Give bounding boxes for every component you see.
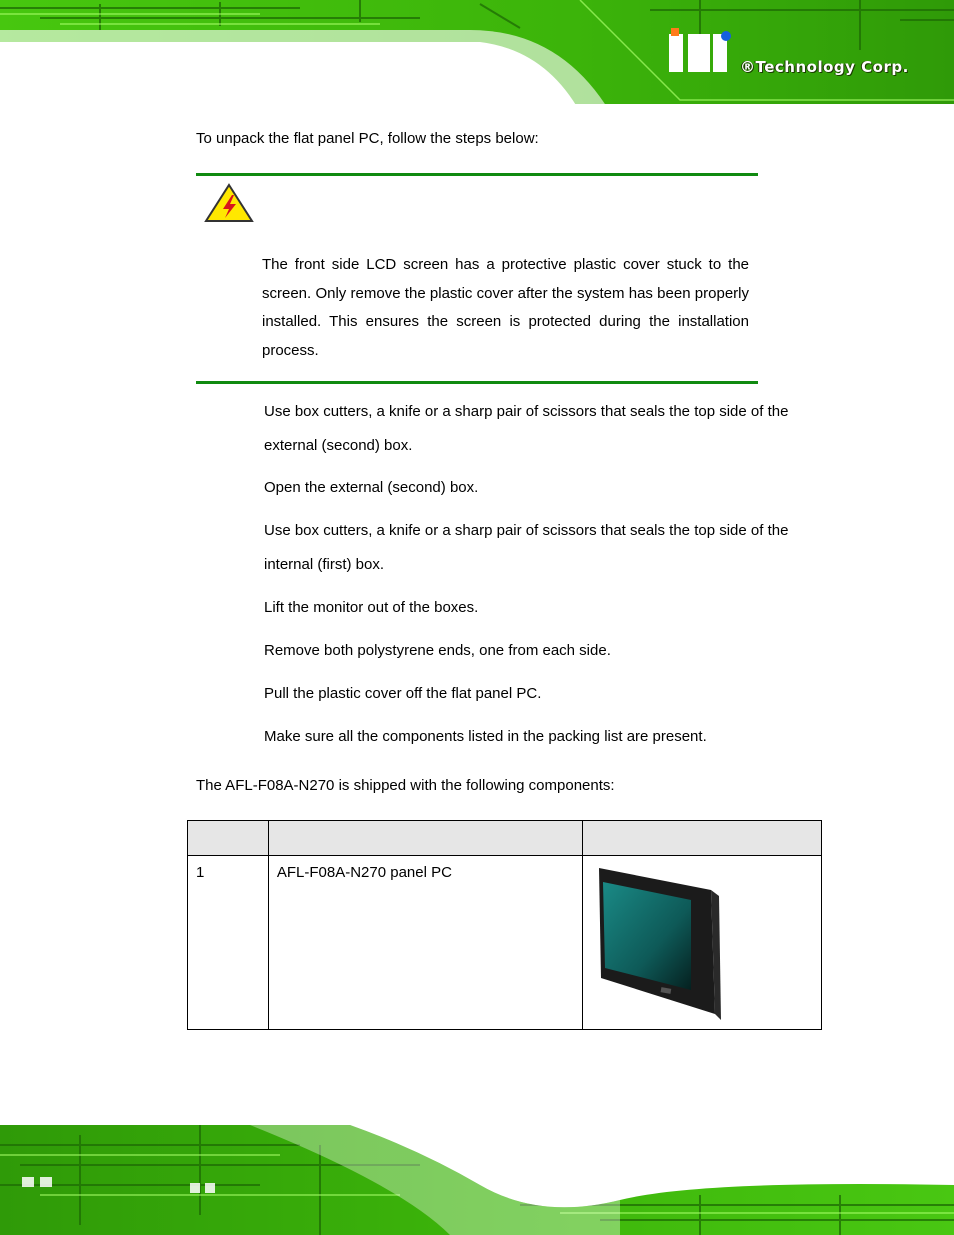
- step-item: Pull the plastic cover off the flat panel PC.: [264, 685, 542, 702]
- step-item: Use box cutters, a knife or a sharp pair of scissors that seals the top side of the external (second) box.: [264, 403, 789, 454]
- quantity-value: 1: [196, 864, 205, 881]
- header-banner: [0, 0, 954, 112]
- step-item: Make sure all the components listed in the packing list are present.: [264, 728, 707, 745]
- panel-pc-image: [591, 866, 721, 1026]
- warning-triangle-icon: [204, 183, 254, 223]
- step-item: Use box cutters, a knife or a sharp pair of scissors that seals the top side of the internal (first) box.: [264, 522, 789, 573]
- table-cell-quantity: [188, 856, 269, 1030]
- table-cell-item: [268, 856, 582, 1030]
- footer-banner: [0, 1125, 954, 1235]
- warning-text: The front side LCD screen has a protective plastic cover stuck to the screen. Only remove the plastic cover after the system has been properly installed. This ensures the screen is protected during the installation process.: [262, 256, 749, 359]
- table-header-image: [583, 821, 822, 856]
- table-header-item: [268, 821, 582, 856]
- shipped-components-text: The AFL-F08A-N270 is shipped with the following components:: [196, 777, 615, 794]
- components-table: [187, 820, 822, 1030]
- intro-text: To unpack the flat panel PC, follow the steps below:: [196, 130, 539, 147]
- table-header-row: [188, 821, 822, 856]
- warning-top-rule: [196, 173, 758, 176]
- table-cell-image: [583, 856, 822, 1030]
- warning-bottom-rule: [196, 381, 758, 384]
- company-logo-text: ®Technology Corp.: [740, 58, 909, 76]
- step-item: Lift the monitor out of the boxes.: [264, 599, 479, 616]
- step-item: Remove both polystyrene ends, one from each side.: [264, 642, 611, 659]
- table-row: [188, 856, 822, 1030]
- table-header-quantity: [188, 821, 269, 856]
- step-item: Open the external (second) box.: [264, 479, 479, 496]
- item-name: AFL-F08A-N270 panel PC: [276, 864, 452, 881]
